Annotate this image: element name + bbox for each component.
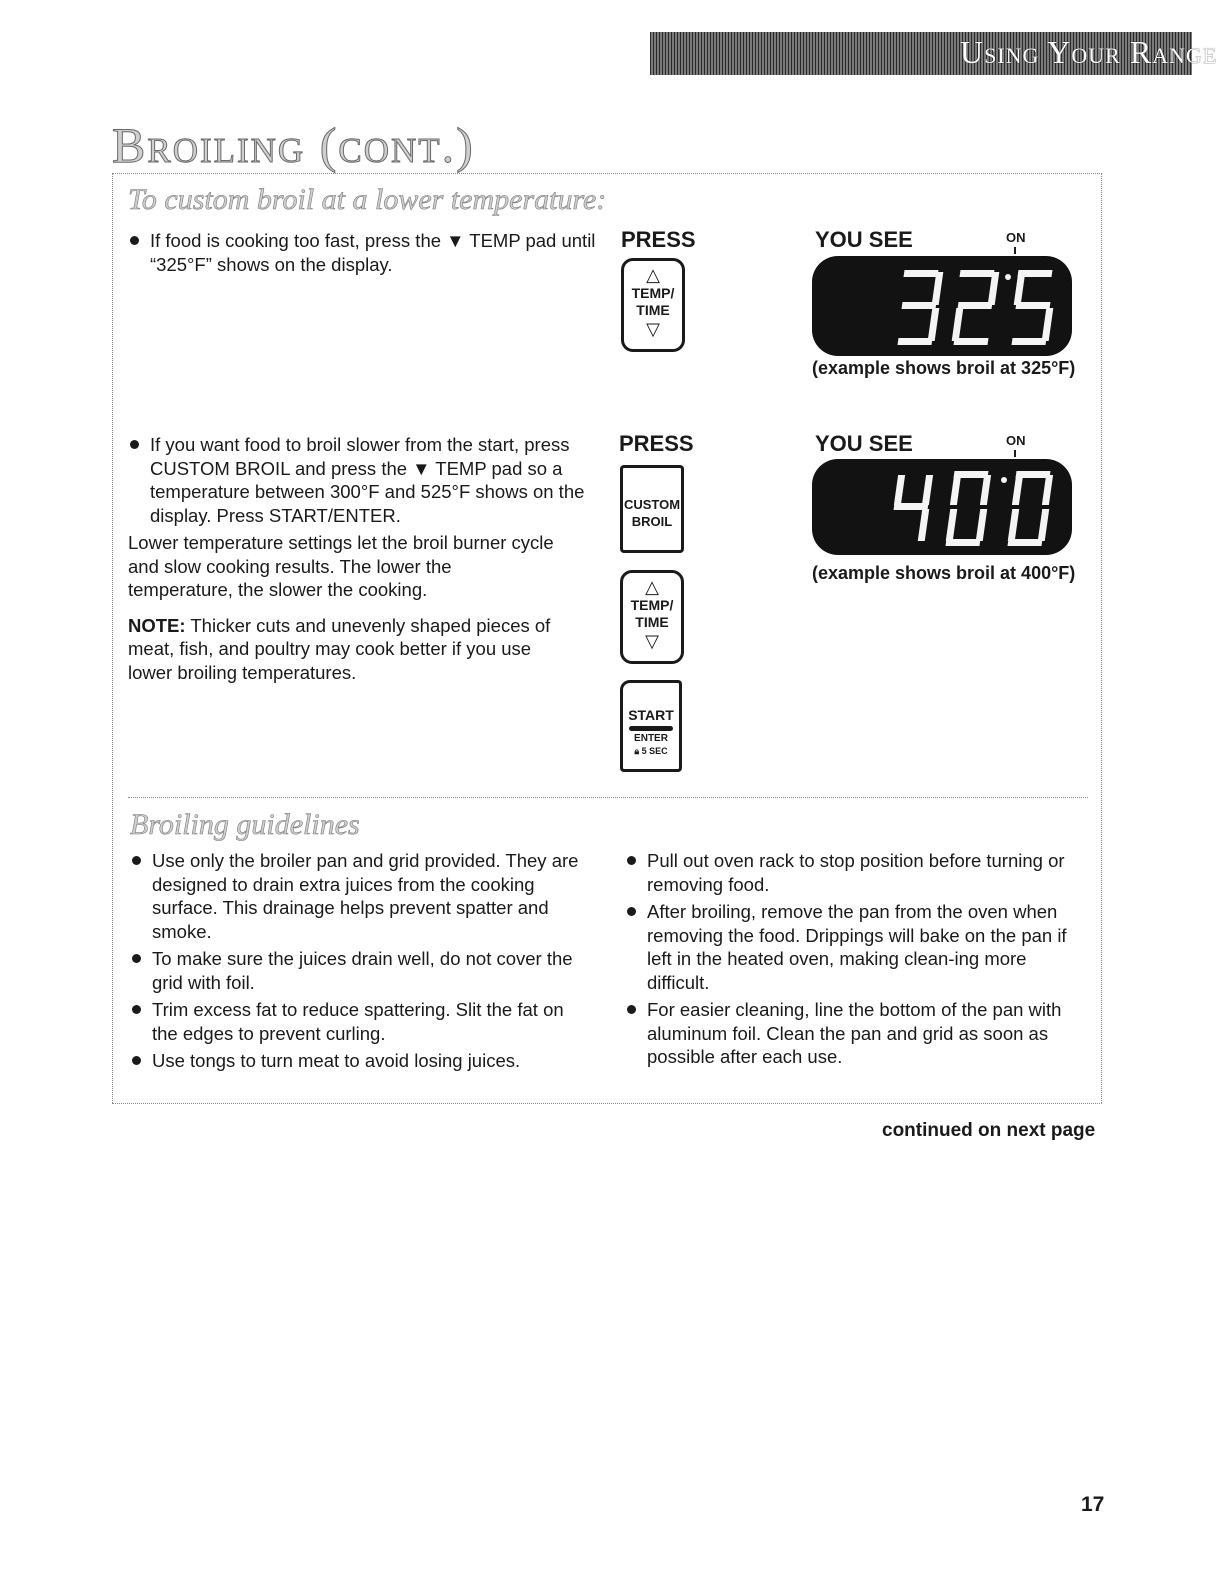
temp-time-label-2: TIME	[635, 614, 669, 630]
down-arrow-icon: ▽	[646, 319, 660, 339]
step2-press-label: PRESS	[619, 431, 694, 456]
bullet-icon	[627, 907, 636, 916]
note-label: NOTE:	[128, 614, 186, 636]
step2-text-block	[128, 433, 603, 684]
list-item-text: Use only the broiler pan and grid provided. They are designed to drain extra juices from the cooking surface. This drainage helps prevent spatter and smoke.	[152, 850, 579, 942]
temp-time-label-1: TEMP/	[630, 597, 674, 613]
step1-you-see-label: YOU SEE	[815, 227, 913, 252]
custom-broil-label-1: CUSTOM	[623, 497, 681, 512]
note-text: Thicker cuts and unevenly shaped pieces of meat, fish, and poultry may cook better if you use lower broiling temperatures.	[128, 614, 551, 683]
bullet-icon	[130, 236, 139, 245]
page-title: Broiling (cont.)	[112, 117, 475, 173]
temp-time-label-2: TIME	[636, 302, 670, 318]
section-divider	[128, 797, 1088, 798]
guidelines-subhead: Broiling guidelines	[130, 808, 360, 841]
lock-icon: 🔒︎	[634, 746, 640, 756]
bullet-icon	[627, 1005, 636, 1014]
lcd-display-325	[812, 256, 1072, 356]
on-tick-icon	[1014, 247, 1016, 254]
guidelines-right-list	[625, 849, 1087, 1073]
temp-time-label-1: TEMP/	[631, 285, 675, 301]
page-number: 17	[1081, 1493, 1105, 1516]
list-item-text: To make sure the juices drain well, do not cover the grid with foil.	[152, 948, 573, 993]
custom-broil-subhead: To custom broil at a lower temperature:	[128, 183, 607, 216]
lcd-display-400	[812, 459, 1072, 555]
list-item	[130, 1049, 590, 1073]
list-item-text: Pull out oven rack to stop position before turning or removing food.	[647, 850, 1065, 895]
list-item	[130, 947, 590, 994]
bullet-icon	[132, 1056, 141, 1065]
bullet-icon	[132, 954, 141, 963]
down-arrow-icon: ▽	[645, 631, 659, 651]
on-tick-icon	[1014, 450, 1016, 457]
bullet-icon	[132, 1005, 141, 1014]
list-item	[130, 998, 590, 1045]
list-item	[625, 900, 1087, 994]
list-item	[625, 998, 1087, 1069]
list-item-text: After broiling, remove the pan from the oven when removing the food. Drippings will bake on the pan if left in the heated oven, making clean-ing more difficult.	[647, 901, 1067, 993]
up-arrow-icon: △	[646, 265, 660, 285]
step1-on-indicator: ON	[1006, 230, 1026, 245]
bullet-icon	[627, 856, 636, 865]
bullet-icon	[130, 440, 139, 449]
list-item	[625, 849, 1087, 896]
up-arrow-icon: △	[645, 577, 659, 597]
start-enter-pad[interactable]	[620, 680, 682, 772]
temp-time-pad[interactable]	[621, 258, 685, 352]
frame-left	[112, 173, 113, 1103]
lock-seconds: 5 SEC	[641, 746, 668, 756]
start-bar-icon	[629, 726, 673, 731]
list-item-text: Use tongs to turn meat to avoid losing juices.	[152, 1050, 521, 1071]
list-item-text: Trim excess fat to reduce spattering. Slit the fat on the edges to prevent curling.	[152, 999, 564, 1044]
step1-text: If food is cooking too fast, press the ▼ TEMP pad until “325°F” shows on the display.	[150, 230, 596, 275]
list-item	[130, 849, 590, 943]
step2-note	[128, 614, 578, 685]
step2-on-indicator: ON	[1006, 433, 1026, 448]
step1-caption: (example shows broil at 325°F)	[812, 358, 1076, 378]
bullet-icon	[132, 856, 141, 865]
step2-paragraph: Lower temperature settings let the broil burner cycle and slow cooking results. The lower the temperature, the slower the cooking.	[128, 532, 554, 600]
step2-you-see-label: YOU SEE	[815, 431, 913, 456]
enter-label: ENTER	[634, 733, 668, 744]
continued-note: continued on next page	[882, 1120, 1096, 1141]
custom-broil-label-2: BROIL	[631, 514, 673, 529]
custom-broil-pad[interactable]	[620, 465, 684, 553]
section-tab-label: Using Your Range	[960, 34, 1218, 70]
step1-press-label: PRESS	[621, 227, 696, 252]
frame-top	[112, 173, 1102, 174]
guidelines-left-list	[130, 849, 590, 1077]
step2-caption: (example shows broil at 400°F)	[812, 563, 1076, 583]
lock-row	[623, 745, 679, 757]
start-label: START	[628, 707, 674, 723]
list-item-text: For easier cleaning, line the bottom of the pan with aluminum foil. Clean the pan and grid as soon as possible after each use.	[647, 999, 1062, 1067]
frame-bottom	[112, 1103, 1102, 1104]
step2-bullet	[128, 433, 603, 527]
temp-time-pad[interactable]	[620, 570, 684, 664]
step1-bullet	[128, 229, 625, 276]
step2-bullet-text: If you want food to broil slower from the start, press CUSTOM BROIL and press the ▼ TEMP pad so a temperature between 300°F and 525°F shows on the display. Press START/ENTER.	[150, 434, 585, 526]
frame-right	[1101, 173, 1102, 1103]
